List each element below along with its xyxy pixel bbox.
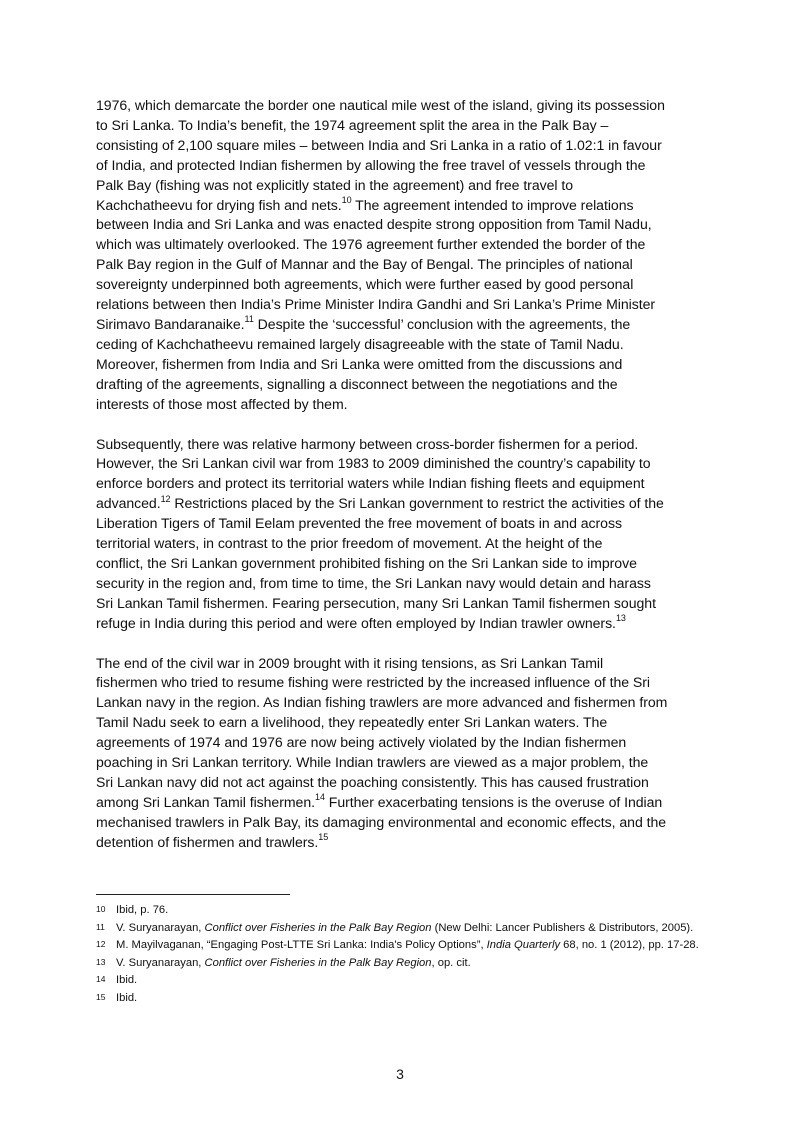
footnote-ref-14[interactable]: 14 — [315, 792, 325, 803]
page-number: 3 — [396, 1066, 404, 1082]
footnote-13 — [96, 956, 708, 972]
footnote-number: 13 — [96, 956, 106, 967]
footnote-text — [116, 921, 708, 937]
footnote-10 — [96, 903, 708, 919]
paragraph-2 — [96, 435, 704, 634]
footnote-text — [116, 903, 708, 919]
body-text — [96, 96, 704, 873]
footnote-ref-11[interactable]: 11 — [244, 314, 254, 325]
paragraph-3-text-2: Further exacerbating tensions is the overuse of Indian mechanised trawlers in Palk Bay, its damaging environmental and economic effects, and the detention of fishermen and trawlers. — [96, 793, 667, 850]
footnote-14 — [96, 973, 708, 989]
footnote-text-part: 68, no. 1 (2012), pp. 17-28. — [560, 939, 699, 952]
footnote-ref-15[interactable]: 15 — [318, 832, 329, 843]
footnote-text — [116, 973, 708, 989]
paragraph-1 — [96, 96, 704, 415]
footnote-12 — [96, 938, 708, 954]
paragraph-3 — [96, 654, 704, 853]
footnote-ref-10[interactable]: 10 — [341, 194, 352, 205]
footnote-text-part: V. Suryanarayan, — [116, 921, 205, 934]
footnote-text — [116, 956, 708, 972]
footnote-text-part: Ibid. — [116, 991, 138, 1004]
footnote-text-part: , op. cit. — [431, 956, 471, 969]
footnote-text-part: V. Suryanarayan, — [116, 956, 205, 969]
footnote-number: 11 — [96, 921, 105, 932]
footnote-text — [116, 991, 708, 1007]
paragraph-1-text-2: The agreement intended to improve relations between India and Sri Lanka and was enacted despite strong opposition from Tamil Nadu, which was ultimately overlooked. The 1976 agreement further extended the border of the Palk Bay region in the Gulf of Mannar and the Bay of Bengal. The principles of national sovereignty underpinned both agreements, which were further eased by good personal relations between then India’s Prime Minister Indira Gandhi and Sri Lanka’s Prime Minister Sirimavo Bandaranaike. — [96, 196, 656, 332]
paragraph-2-text-2: Restrictions placed by the Sri Lankan government to restrict the activities of the Liberation Tigers of Tamil Eelam prevented the free movement of boats in and across territorial waters, in contrast to the prior freedom of movement. At the height of the conflict, the Sri Lankan government prohibited fishing on the Sri Lankan side to improve security in the region and, from time to time, the Sri Lankan navy would detain and harass Sri Lankan Tamil fishermen. Fearing persecution, many Sri Lankan Tamil fishermen sought refuge in India during this period and were often employed by Indian trawler owners. — [96, 495, 664, 631]
footnote-text-part: Ibid, p. 76. — [116, 904, 169, 916]
paragraph-2-text: Subsequently, there was relative harmony between cross-border fishermen for a period. However, the Sri Lankan civil war from 1983 to 2009 diminished the country’s capability to enforce borders and protect its territorial waters while Indian fishing fleets and equipment advanced. — [96, 435, 651, 512]
footnote-11 — [96, 921, 708, 937]
footnote-title: India Quarterly — [486, 939, 561, 952]
footnote-title: Conflict over Fisheries in the Palk Bay Region — [204, 956, 432, 969]
footnote-number: 15 — [96, 991, 106, 1002]
footnote-ref-13[interactable]: 13 — [615, 612, 626, 623]
footnote-number: 10 — [96, 904, 106, 914]
footnote-ref-12[interactable]: 12 — [160, 493, 171, 504]
paragraph-3-text: The end of the civil war in 2009 brought with it rising tensions, as Sri Lankan Tamil fishermen who tried to resume fishing were restricted by the increased influence of the Sri Lankan navy in the region. As Indian fishing trawlers are more advanced and fishermen from Tamil Nadu seek to earn a livelihood, they repeatedly enter Sri Lankan waters. The agreements of 1974 and 1976 are now being actively violated by the Indian fishermen poaching in Sri Lankan territory. While Indian trawlers are viewed as a major problem, the Sri Lankan navy did not act against the poaching consistently. This has caused frustration among Sri Lankan Tamil fishermen. — [96, 654, 668, 810]
footnote-number: 14 — [96, 974, 106, 985]
footnote-text-part: Ibid. — [116, 974, 138, 987]
footnote-text-part: (New Delhi: Lancer Publishers & Distributors, 2005). — [431, 921, 694, 934]
footnote-15 — [96, 991, 708, 1007]
footnote-text-part: M. Mayilvaganan, “Engaging Post-LTTE Sri Lanka: India's Policy Options”, — [116, 939, 487, 952]
footnote-number: 12 — [96, 939, 106, 950]
paragraph-1-text: 1976, which demarcate the border one nautical mile west of the island, giving its possession to Sri Lanka. To India’s benefit, the 1974 agreement split the area in the Palk Bay – consisting of 2,100 square miles – between India and Sri Lanka in a ratio of 1.02:1 in favour of India, and protected Indian fishermen by allowing the free travel of vessels through the Palk Bay (fishing was not explicitly stated in the agreement) and free travel to Kachchatheevu for drying fish and nets. — [96, 97, 665, 213]
footnote-title: Conflict over Fisheries in the Palk Bay Region — [204, 921, 432, 934]
footnote-text — [116, 938, 708, 954]
footnotes — [96, 903, 708, 1009]
paragraph-1-text-3: Despite the ‘successful’ conclusion with the agreements, the ceding of Kachchatheevu remained largely disagreeable with the state of Tamil Nadu. Moreover, fishermen from India and Sri Lanka were omitted from the discussions and drafting of the agreements, signalling a disconnect between the negotiations and the interests of those most affected by them. — [96, 315, 631, 412]
footnote-separator — [96, 894, 290, 895]
